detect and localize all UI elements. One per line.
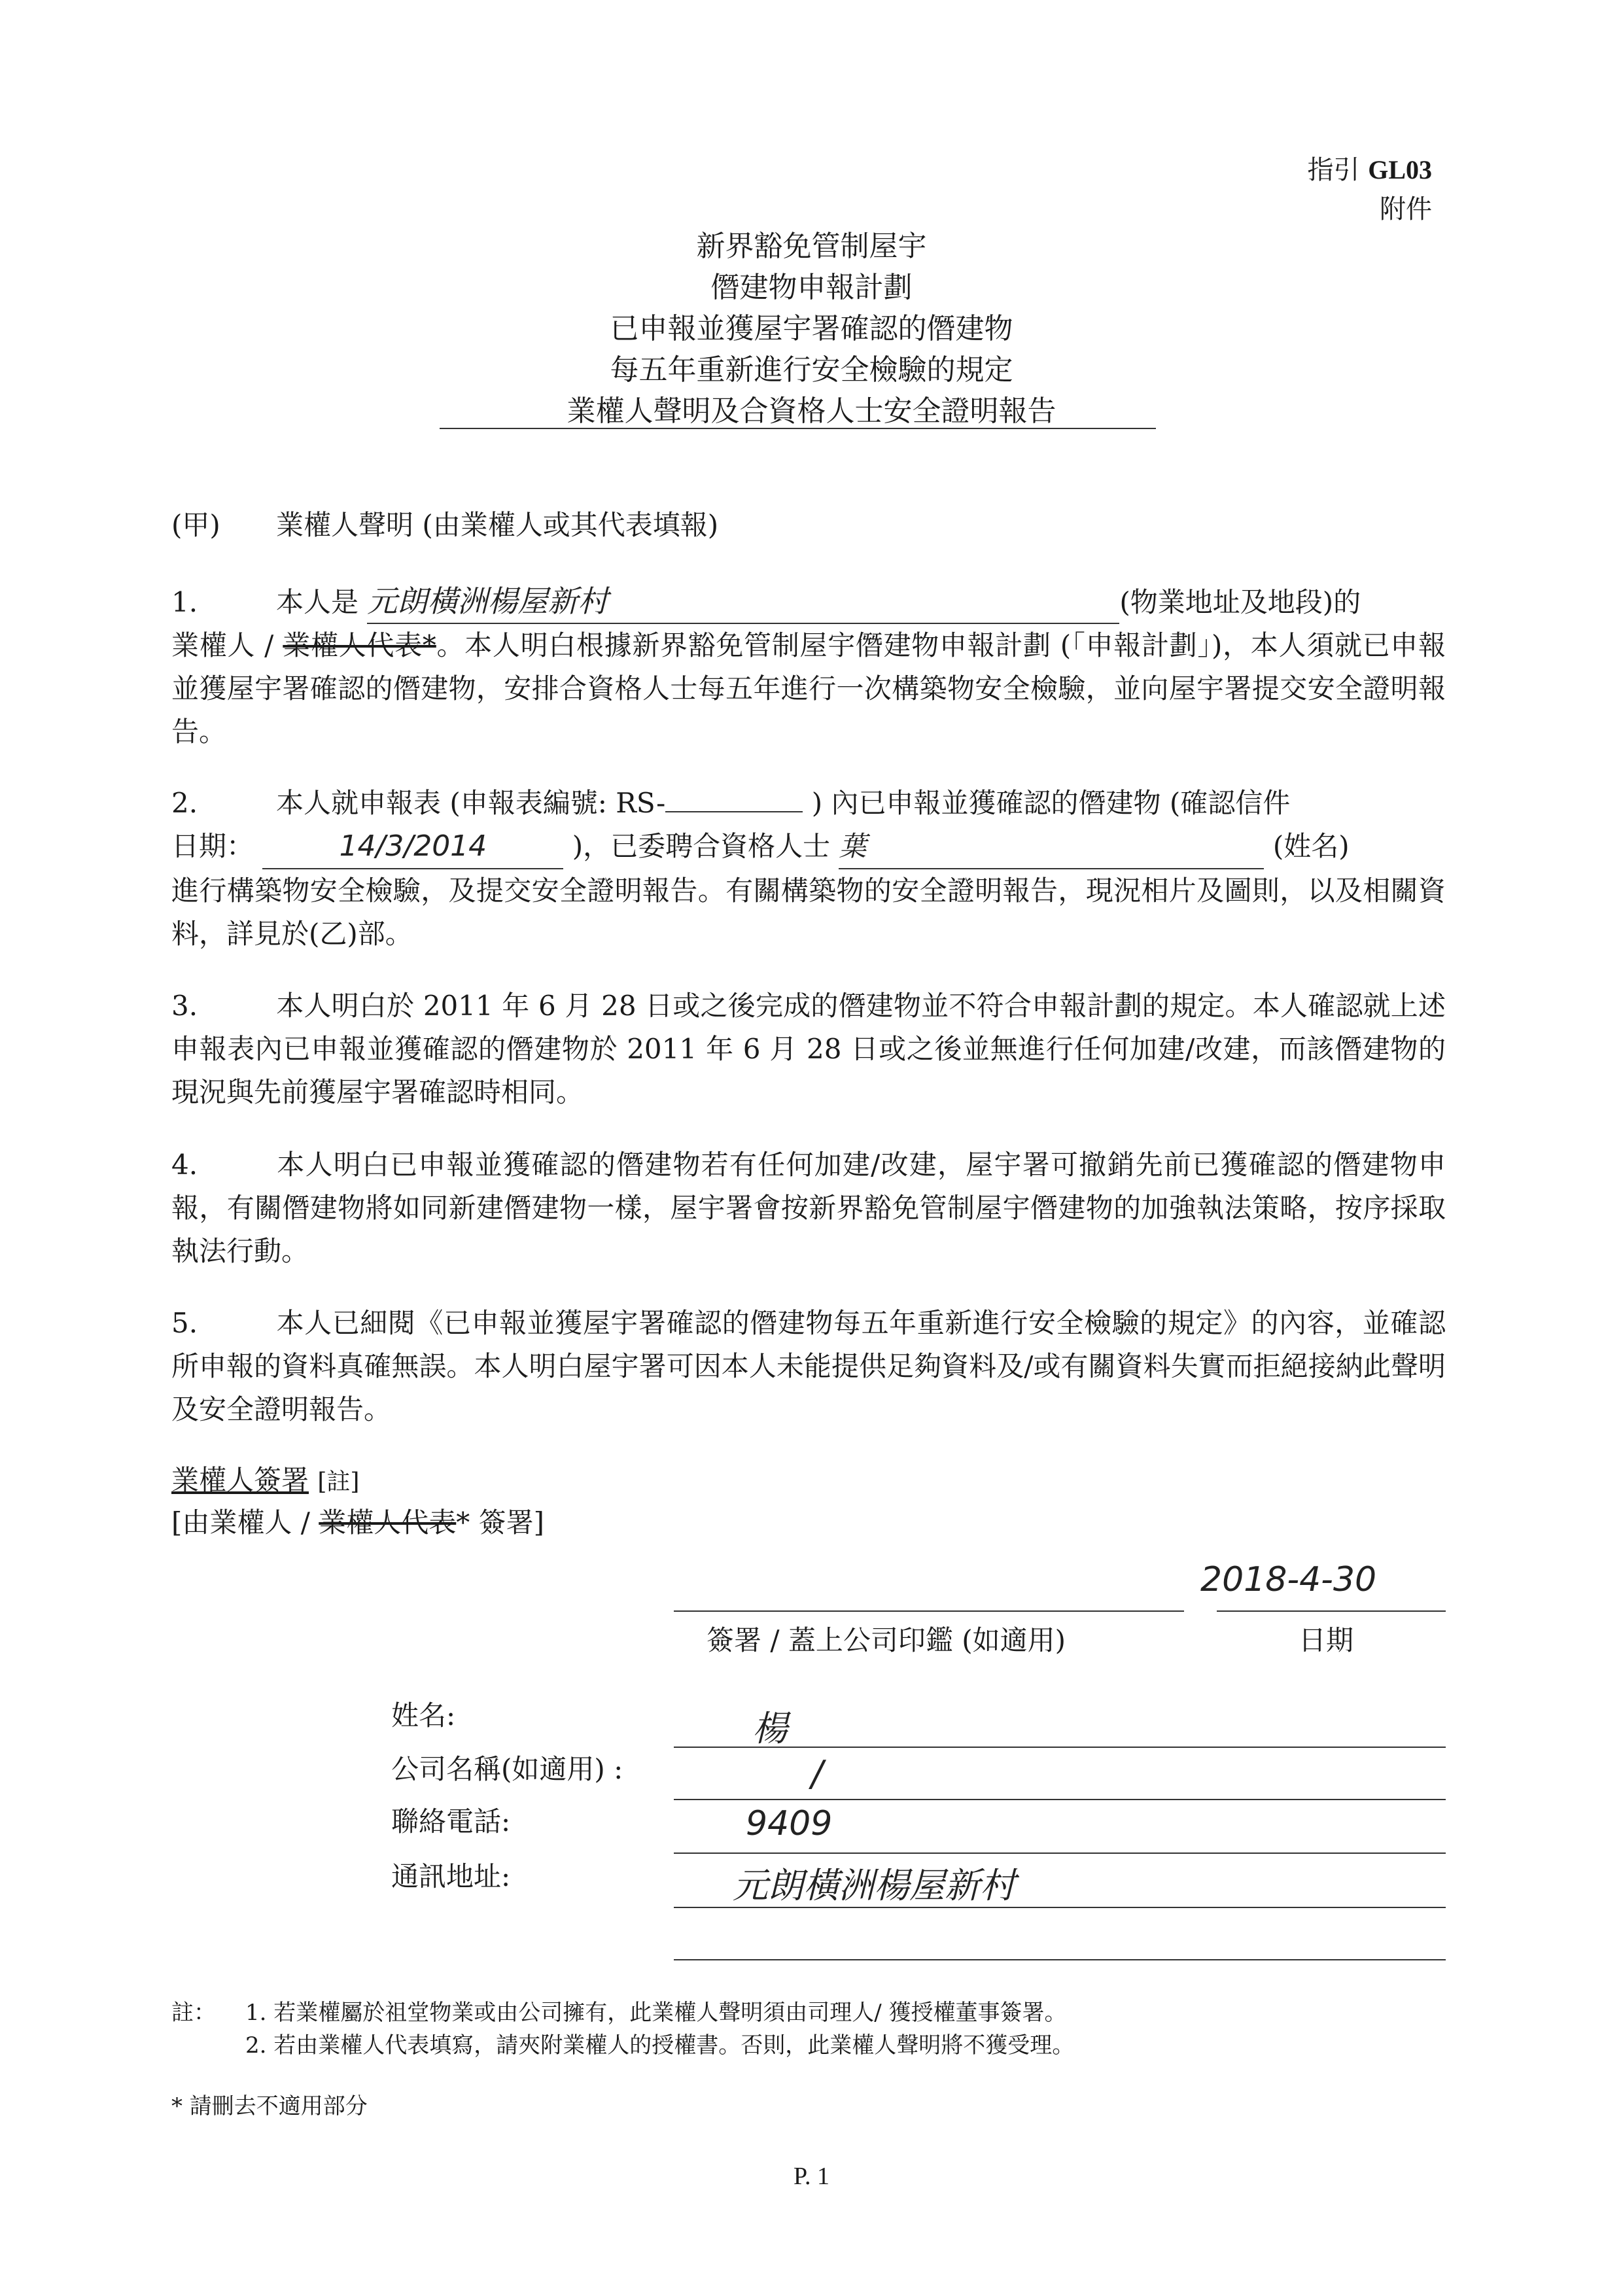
signature-instruction-b: * 簽署] (456, 1506, 545, 1539)
phone-line (674, 1852, 1446, 1854)
item-1-body: 。本人明白根據新界豁免管制屋宇僭建物申報計劃 (「申報計劃」)，本人須就已申報並獲屋宇署確認的僭建物，安排合資格人士每五年進行一次構築物安全檢驗，並向屋宇署提交安全證明報告。 (171, 629, 1446, 748)
declaration-item-2 (171, 782, 1446, 956)
company-label: 公司名稱(如適用) : (391, 1753, 623, 1785)
item-2-text-f: 進行構築物安全檢驗，及提交安全證明報告。有關構築物的安全證明報告，現況相片及圖則，以及相關資料，詳見於(乙)部。 (171, 875, 1446, 950)
name-line (674, 1747, 1446, 1748)
item-3-text: 本人明白於 2011 年 6 月 28 日或之後完成的僭建物並不符合申報計劃的規定。本人確認就上述申報表內已申報並獲確認的僭建物於 2011 年 6 月 28 日或之後並無進行任何加建/改建，而該僭建物的現況與先前獲屋宇署確認時相同。 (171, 990, 1446, 1108)
qualified-person-name-field[interactable]: 葉 (839, 825, 1264, 869)
name-label: 姓名: (391, 1699, 456, 1731)
item-4-number: 4. (171, 1149, 198, 1181)
declaration-item-3 (171, 984, 1446, 1114)
item-2-text-b: ) 內已申報並獲確認的僭建物 (確認信件 (811, 787, 1291, 819)
signature-line[interactable] (674, 1610, 1184, 1612)
date-caption: 日期 (1299, 1624, 1354, 1656)
title-line-5: 業權人聲明及合資格人士安全證明報告 (567, 394, 1056, 428)
signature-struck-representative: 業權人代表 (319, 1506, 457, 1539)
signature-heading: 業權人簽署 (171, 1464, 309, 1496)
rs-number-field[interactable] (665, 811, 803, 812)
section-a-heading (171, 504, 1446, 547)
declaration-item-1 (171, 580, 1446, 754)
note-2: 2. 若由業權人代表填寫，請夾附業權人的授權書。否則，此業權人聲明將不獲受理。 (245, 2032, 1075, 2059)
confirmation-date-field[interactable]: 14/3/2014 (262, 825, 563, 869)
item-3-number: 3. (171, 990, 198, 1022)
company-line (674, 1799, 1446, 1800)
page-number: P. 1 (794, 2163, 829, 2190)
document-reference (1307, 150, 1432, 229)
address-value[interactable]: 元朗橫洲楊屋新村 (733, 1865, 1015, 1906)
item-4-text: 本人明白已申報並獲確認的僭建物若有任何加建/改建，屋宇署可撤銷先前已獲確認的僭建物申報，有關僭建物將如同新建僭建物一樣，屋宇署會按新界豁免管制屋宇僭建物的加強執法策略，按序採取執法行動。 (171, 1149, 1446, 1267)
ref-annex: 附件 (1380, 194, 1432, 224)
title-line-4: 每五年重新進行安全檢驗的規定 (610, 353, 1013, 387)
phone-label: 聯絡電話: (391, 1805, 511, 1837)
signature-note-ref: [註] (317, 1469, 360, 1495)
name-value[interactable]: 楊 (752, 1708, 788, 1749)
signature-instruction-a: [由業權人 / (171, 1506, 310, 1539)
date-line[interactable] (1217, 1610, 1446, 1612)
title-divider (440, 428, 1156, 429)
item-1-suffix: (物業地址及地段)的 (1119, 586, 1361, 618)
phone-value[interactable]: 9409 (746, 1804, 833, 1843)
signature-caption: 簽署 / 蓋上公司印鑑 (如適用) (707, 1624, 1066, 1656)
declaration-item-4 (171, 1143, 1446, 1273)
handwritten-signing-date: 2018-4-30 (1200, 1560, 1377, 1599)
asterisk-note: * 請刪去不適用部分 (171, 2093, 368, 2119)
section-a-subtitle: (由業權人或其代表填報) (422, 509, 719, 541)
item-2-text-c: 日期： (171, 830, 254, 862)
address-label: 通訊地址: (391, 1860, 511, 1892)
notes-prefix: 註： (171, 2000, 216, 2026)
item-2-text-d: )，已委聘合資格人士 (572, 830, 831, 862)
ref-prefix: 指引 (1307, 155, 1360, 185)
item-2-number: 2. (171, 787, 198, 819)
signature-heading-row (171, 1459, 359, 1498)
item-1-number: 1. (171, 586, 198, 618)
item-5-number: 5. (171, 1307, 198, 1339)
item-2-text-a: 本人就申報表 (申報表編號: RS- (276, 787, 666, 819)
item-5-text: 本人已細閱《已申報並獲屋宇署確認的僭建物每五年重新進行安全檢驗的規定》的內容，並確認所申報的資料真確無誤。本人明白屋宇署可因本人未能提供足夠資料及/或有關資料失實而拒絕接納此聲明及安全證明報告。 (171, 1307, 1446, 1425)
title-line-3: 已申報並獲屋宇署確認的僭建物 (610, 312, 1013, 345)
item-1-prefix: 本人是 (276, 586, 359, 618)
item-1-owner-text: 業權人 / (171, 629, 274, 661)
title-line-1: 新界豁免管制屋宇 (696, 230, 927, 263)
signature-instruction (171, 1501, 544, 1540)
item-1-struck-representative: 業權人代表* (283, 629, 436, 661)
section-a-title: 業權人聲明 (276, 509, 414, 541)
company-value[interactable]: / (811, 1753, 824, 1794)
section-a-label: (甲) (171, 509, 220, 541)
address-line-2 (674, 1959, 1446, 1960)
address-line-1 (674, 1907, 1446, 1908)
ref-code: GL03 (1368, 155, 1432, 184)
note-1: 1. 若業權屬於祖堂物業或由公司擁有，此業權人聲明須由司理人/ 獲授權董事簽署。 (245, 2000, 1067, 2026)
title-line-2: 僭建物申報計劃 (710, 271, 913, 304)
item-2-text-e: (姓名) (1272, 830, 1350, 862)
declaration-item-5 (171, 1302, 1446, 1431)
property-address-field[interactable]: 元朗橫洲楊屋新村 (367, 580, 1119, 624)
